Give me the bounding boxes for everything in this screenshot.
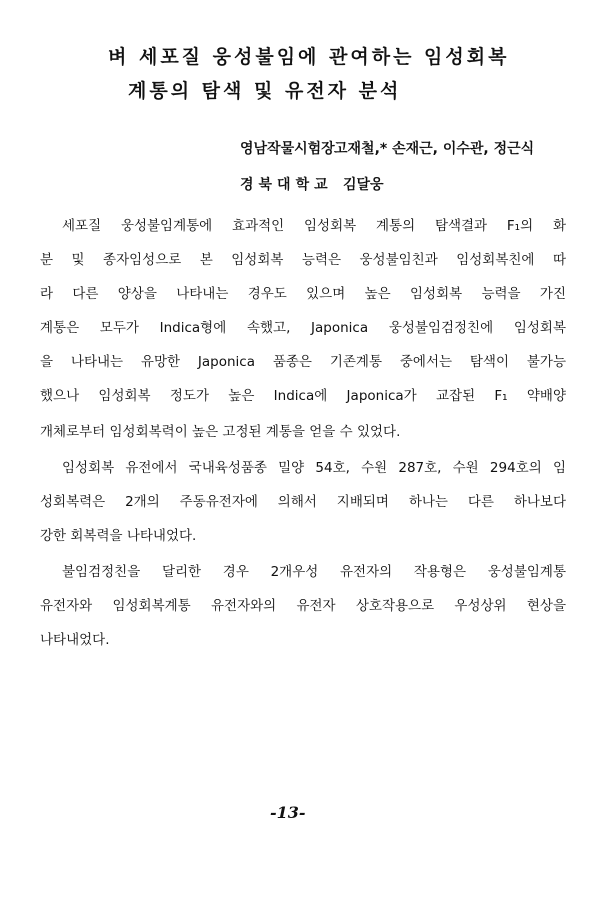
abstract-line: 나타내었다. (40, 632, 110, 648)
abstract-line: 강한 회복력을 나타내었다. (40, 528, 197, 544)
page-number: -13- (270, 803, 306, 822)
title-line-1: 벼 세포질 웅성불임에 관여하는 임성회복 (108, 46, 510, 68)
affiliation-institution-1: 영남작물시험장 (240, 141, 335, 157)
abstract-line: 불임검정친을 달리한 경우 2개우성 유전자의 작용형은 웅성불임계통 (62, 564, 566, 580)
abstract-line: 유전자와 임성회복계통 유전자와의 유전자 상호작용으로 우성상위 현상을 (40, 598, 566, 614)
title-line-2: 계통의 탐색 및 유전자 분석 (128, 80, 402, 102)
abstract-line: 했으나 임성회복 정도가 높은 Indica에 Japonica가 교잡된 F₁ 약배양 (40, 388, 566, 404)
abstract-line: 개체로부터 임성회복력이 높은 고정된 계통을 얻을 수 있었다. (40, 424, 401, 440)
abstract-line: 세포질 웅성불임계통에 효과적인 임성회복 계통의 탐색결과 F₁의 화 (62, 218, 566, 234)
affiliation-institution-2: 경북대학교 (240, 177, 333, 193)
abstract-line: 임성회복 유전에서 국내육성품종 밀양 54호, 수원 287호, 수원 294호의 임 (62, 460, 566, 476)
affiliation-authors-2: 김달웅 (343, 177, 384, 193)
abstract-line: 을 나타내는 유망한 Japonica 품종은 기존계통 중에서는 탐색이 불가능 (40, 354, 566, 370)
abstract-line: 계통은 모두가 Indica형에 속했고, Japonica 웅성불임검정친에 임성회복 (40, 320, 566, 336)
affiliation-authors-1: 고재철,* 손재근, 이수관, 정근식 (334, 141, 535, 157)
abstract-line: 라 다른 양상을 나타내는 경우도 있으며 높은 임성회복 능력을 가진 (40, 286, 566, 302)
abstract-line: 분 및 종자임성으로 본 임성회복 능력은 웅성불임친과 임성회복친에 따 (40, 252, 566, 268)
abstract-line: 성회복력은 2개의 주동유전자에 의해서 지배되며 하나는 다른 하나보다 (40, 494, 566, 510)
